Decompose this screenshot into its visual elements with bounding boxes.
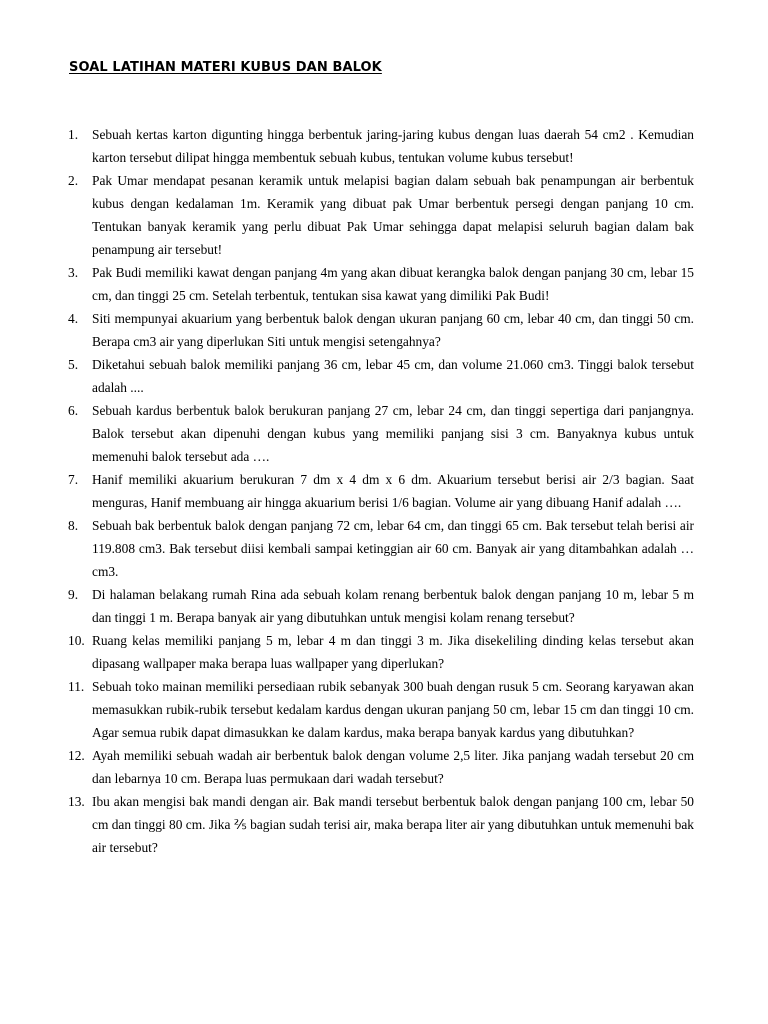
question-text: Sebuah kertas karton digunting hingga berbentuk jaring-jaring kubus dengan luas daerah 54 cm2 . Kemudian karton tersebut dilipat hingga membentuk sebuah kubus, tentukan volume kubus tersebut! [92,127,694,165]
question-item-7 [68,468,694,514]
question-text: Diketahui sebuah balok memiliki panjang 36 cm, lebar 45 cm, dan volume 21.060 cm3. Tinggi balok tersebut adalah .... [92,357,694,395]
question-item-10 [68,629,694,675]
question-item-2 [68,169,694,261]
document-title: SOAL LATIHAN MATERI KUBUS DAN BALOK [69,60,382,75]
question-text: Ruang kelas memiliki panjang 5 m, lebar 4 m dan tinggi 3 m. Jika disekeliling dinding kelas tersebut akan dipasang wallpaper maka berapa luas wallpaper yang diperlukan? [92,633,694,671]
question-number: 9. [68,587,79,602]
question-text: Hanif memiliki akuarium berukuran 7 dm x 4 dm x 6 dm. Akuarium tersebut berisi air 2/3 bagian. Saat menguras, Hanif membuang air hingga akuarium berisi 1/6 bagian. Volume air yang dibuang Hanif adalah …. [92,472,694,510]
question-item-11 [68,675,694,744]
question-item-5 [68,353,694,399]
question-item-1 [68,123,694,169]
question-number: 4. [68,311,79,326]
question-item-4 [68,307,694,353]
question-text: Sebuah kardus berbentuk balok berukuran panjang 27 cm, lebar 24 cm, dan tinggi sepertiga dari panjangnya. Balok tersebut akan dipenuhi dengan kubus yang memiliki panjang sisi 3 cm. Banyaknya kubus untuk memenuhi balok tersebut ada …. [92,403,694,464]
question-item-9 [68,583,694,629]
question-number: 6. [68,403,79,418]
question-item-3 [68,261,694,307]
question-item-8 [68,514,694,583]
question-number: 5. [68,357,79,372]
question-number: 12. [68,748,85,763]
question-list [68,123,694,859]
question-text: Sebuah toko mainan memiliki persediaan rubik sebanyak 300 buah dengan rusuk 5 cm. Seorang karyawan akan memasukkan rubik-rubik tersebut kedalam kardus dengan ukuran panjang 50 cm, lebar 15 cm dan tinggi 10 cm. Agar semua rubik dapat dimasukkan ke dalam kardus, maka berapa banyak kardus yang dibutuhkan? [92,679,694,740]
question-number: 8. [68,518,79,533]
question-number: 7. [68,472,79,487]
question-text: Pak Umar mendapat pesanan keramik untuk melapisi bagian dalam sebuah bak penampungan air berbentuk kubus dengan kedalaman 1m. Keramik yang dibuat pak Umar berbentuk persegi dengan panjang 10 cm. Tentukan banyak keramik yang perlu dibuat Pak Umar sehingga dapat melapisi seluruh bagian dalam bak penampung air tersebut! [92,173,694,257]
question-number: 1. [68,127,79,142]
question-number: 11. [68,679,85,694]
question-text: Di halaman belakang rumah Rina ada sebuah kolam renang berbentuk balok dengan panjang 10 m, lebar 5 m dan tinggi 1 m. Berapa banyak air yang dibutuhkan untuk mengisi kolam renang tersebut? [92,587,694,625]
question-number: 2. [68,173,79,188]
question-number: 10. [68,633,85,648]
question-number: 13. [68,794,85,809]
question-item-12 [68,744,694,790]
question-number: 3. [68,265,79,280]
question-text: Sebuah bak berbentuk balok dengan panjang 72 cm, lebar 64 cm, dan tinggi 65 cm. Bak tersebut telah berisi air 119.808 cm3. Bak tersebut diisi kembali sampai ketinggian air 60 cm. Banyak air yang ditambahkan adalah … cm3. [92,518,694,579]
question-item-13 [68,790,694,859]
question-text: Pak Budi memiliki kawat dengan panjang 4m yang akan dibuat kerangka balok dengan panjang 30 cm, lebar 15 cm, dan tinggi 25 cm. Setelah terbentuk, tentukan sisa kawat yang dimiliki Pak Budi! [92,265,694,303]
question-item-6 [68,399,694,468]
question-text: Ayah memiliki sebuah wadah air berbentuk balok dengan volume 2,5 liter. Jika panjang wadah tersebut 20 cm dan lebarnya 10 cm. Berapa luas permukaan dari wadah tersebut? [92,748,694,786]
question-text: Siti mempunyai akuarium yang berbentuk balok dengan ukuran panjang 60 cm, lebar 40 cm, dan tinggi 50 cm. Berapa cm3 air yang diperlukan Siti untuk mengisi setengahnya? [92,311,694,349]
question-text: Ibu akan mengisi bak mandi dengan air. Bak mandi tersebut berbentuk balok dengan panjang 100 cm, lebar 50 cm dan tinggi 80 cm. Jika ⅖ bagian sudah terisi air, maka berapa liter air yang dibutuhkan untuk memenuhi bak air tersebut? [92,794,694,855]
